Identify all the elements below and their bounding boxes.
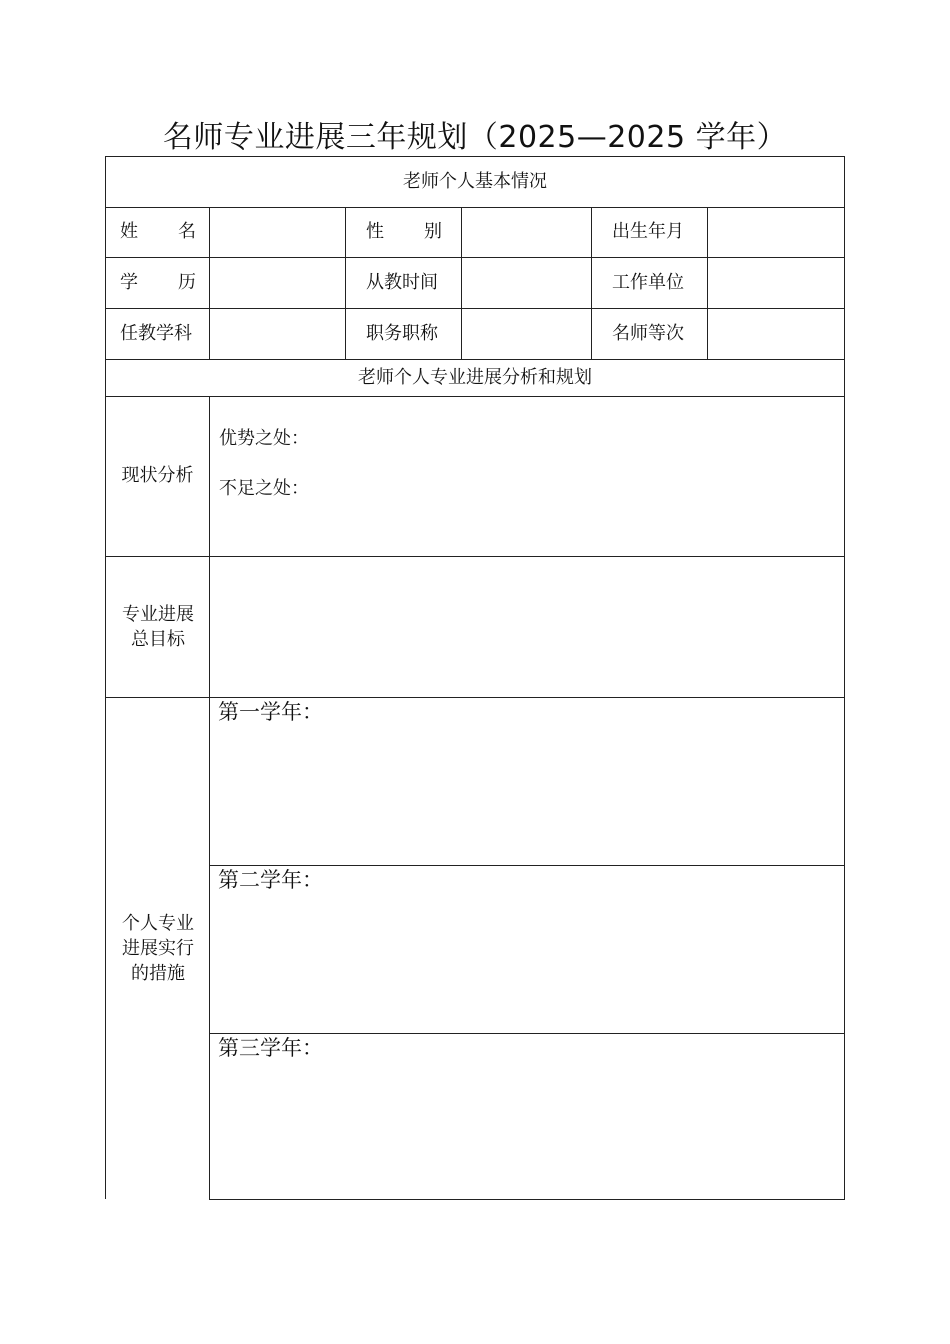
row-divider — [105, 697, 845, 698]
label-name: 姓 名 — [120, 221, 196, 242]
teaching-since-field[interactable] — [462, 258, 591, 308]
year-2-field[interactable] — [210, 896, 844, 1033]
label-teaching-since: 从教时间 — [366, 272, 438, 293]
label-subject: 任教学科 — [120, 323, 192, 344]
col-divider — [345, 207, 346, 359]
teacher-rank-field[interactable] — [708, 309, 844, 359]
gender-field[interactable] — [462, 208, 591, 257]
col-divider — [591, 207, 592, 359]
workplace-field[interactable] — [708, 258, 844, 308]
birth-date-field[interactable] — [708, 208, 844, 257]
table-border-top — [105, 156, 845, 157]
table-border-right — [844, 156, 845, 1200]
name-field[interactable] — [210, 208, 345, 257]
strengths-label: 优势之处： — [219, 428, 309, 449]
weaknesses-label: 不足之处： — [219, 478, 309, 499]
label-workplace: 工作单位 — [612, 272, 684, 293]
overall-goal-field[interactable] — [210, 557, 844, 697]
year-3-label: 第三学年： — [218, 1036, 323, 1060]
status-analysis-field[interactable] — [210, 500, 844, 556]
year-2-label: 第二学年： — [218, 868, 323, 892]
row-divider — [105, 359, 845, 360]
row-divider — [105, 396, 845, 397]
label-status-analysis: 现状分析 — [121, 465, 194, 486]
page-title: 名师专业进展三年规划（2025—2025 学年） — [162, 120, 788, 155]
year-1-field[interactable] — [210, 728, 844, 865]
year-3-field[interactable] — [210, 1064, 844, 1199]
table-border-left — [105, 156, 106, 1199]
subject-field[interactable] — [210, 309, 345, 359]
education-field[interactable] — [210, 258, 345, 308]
year-1-label: 第一学年： — [218, 700, 323, 724]
label-education: 学 历 — [120, 272, 196, 293]
title-position-field[interactable] — [462, 309, 591, 359]
label-measures: 个人专业进展实行的措施 — [122, 913, 194, 984]
section-heading-development: 老师个人专业进展分析和规划 — [358, 367, 592, 388]
section-heading-basic-info: 老师个人基本情况 — [403, 171, 547, 192]
label-title-position: 职务职称 — [366, 323, 438, 344]
table-border-bottom — [209, 1199, 845, 1200]
label-teacher-rank: 名师等次 — [612, 323, 684, 344]
label-overall-goal: 专业进展总目标 — [122, 604, 194, 650]
label-birth-date: 出生年月 — [612, 221, 684, 242]
label-gender: 性 别 — [366, 221, 442, 242]
